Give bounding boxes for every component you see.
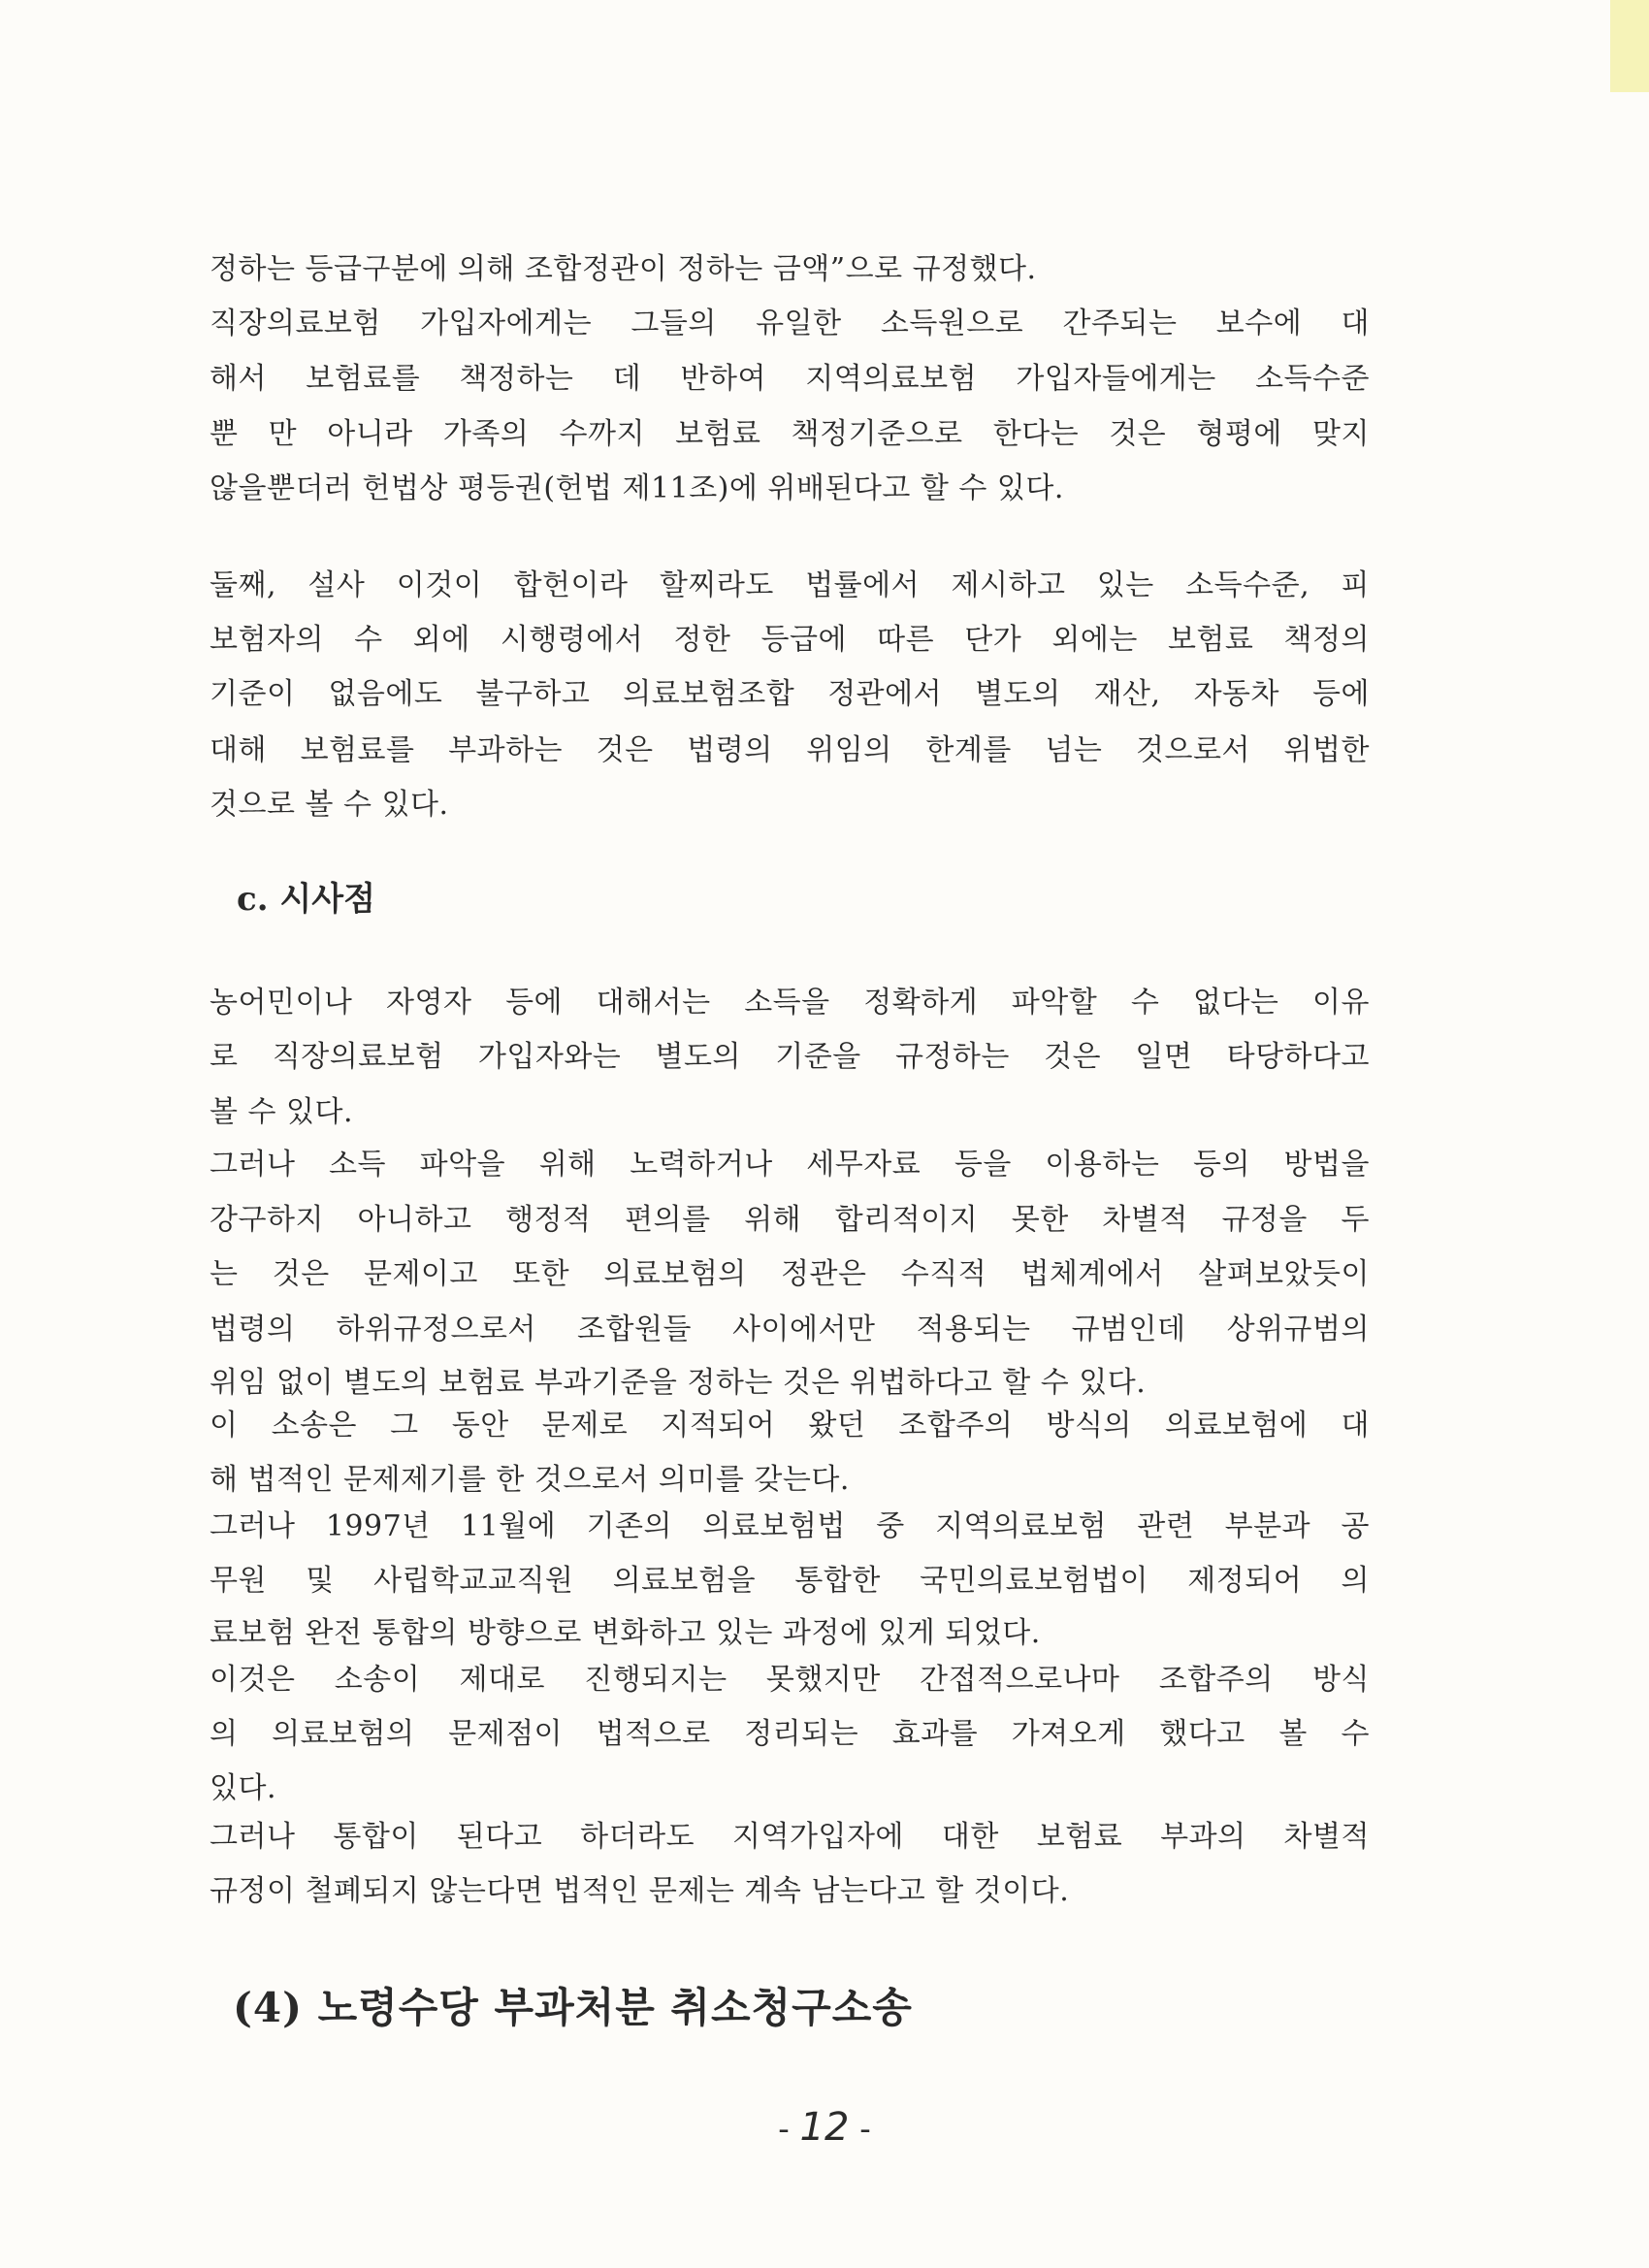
- text-line: 그러나 소득 파악을 위해 노력하거나 세무자료 등을 이용하는 등의 방법을: [210, 1148, 1370, 1182]
- section-heading-4: (4) 노령수당 부과처분 취소청구소송: [233, 1984, 913, 2031]
- page-number-right-dash: -: [859, 2110, 871, 2149]
- text-line: 그러나 1997년 11월에 기존의 의료보험법 중 지역의료보험 관련 부분과 공: [210, 1509, 1370, 1543]
- text-line: 위임 없이 별도의 보험료 부과기준을 정하는 것은 위법하다고 할 수 있다.: [210, 1366, 1147, 1400]
- text-line: 강구하지 아니하고 행정적 편의를 위해 합리적이지 못한 차별적 규정을 두: [210, 1203, 1370, 1237]
- text-line: 로 직장의료보험 가입자와는 별도의 기준을 규정하는 것은 일면 타당하다고: [210, 1040, 1370, 1074]
- text-line: 법령의 하위규정으로서 조합원들 사이에서만 적용되는 규범인데 상위규범의: [210, 1312, 1370, 1346]
- text-line: 이 소송은 그 동안 문제로 지적되어 왔던 조합주의 방식의 의료보험에 대: [210, 1409, 1370, 1442]
- section-heading-c: c. 시사점: [237, 880, 375, 919]
- text-line: 기준이 없음에도 불구하고 의료보험조합 정관에서 별도의 재산, 자동차 등에: [210, 677, 1370, 711]
- text-line: 료보험 완전 통합의 방향으로 변화하고 있는 과정에 있게 되었다.: [210, 1616, 1041, 1650]
- text-line: 보험자의 수 외에 시행령에서 정한 등급에 따른 단가 외에는 보험료 책정의: [210, 623, 1370, 657]
- text-line: 직장의료보험 가입자에게는 그들의 유일한 소득원으로 간주되는 보수에 대: [210, 307, 1370, 340]
- text-line: 대해 보험료를 부과하는 것은 법령의 위임의 한계를 넘는 것으로서 위법한: [210, 733, 1370, 767]
- text-line: 의 의료보험의 문제점이 법적으로 정리되는 효과를 가져오게 했다고 볼 수: [210, 1717, 1370, 1751]
- text-line: 것으로 볼 수 있다.: [210, 788, 449, 822]
- text-line: 정하는 등급구분에 의해 조합정관이 정하는 금액”으로 규정했다.: [210, 252, 1037, 286]
- text-line: 뿐 만 아니라 가족의 수까지 보험료 책정기준으로 한다는 것은 형평에 맞지: [210, 417, 1370, 451]
- text-line: 해서 보험료를 책정하는 데 반하여 지역의료보험 가입자들에게는 소득수준: [210, 362, 1370, 396]
- text-line: 이것은 소송이 제대로 진행되지는 못했지만 간접적으로나마 조합주의 방식: [210, 1663, 1370, 1697]
- page-number-left-dash: -: [778, 2110, 790, 2149]
- text-line: 농어민이나 자영자 등에 대해서는 소득을 정확하게 파악할 수 없다는 이유: [210, 986, 1370, 1020]
- text-line: 규정이 철폐되지 않는다면 법적인 문제는 계속 남는다고 할 것이다.: [210, 1874, 1070, 1908]
- text-line: 않을뿐더러 헌법상 평등권(헌법 제11조)에 위배된다고 할 수 있다.: [210, 471, 1064, 505]
- text-line: 볼 수 있다.: [210, 1095, 354, 1129]
- text-line: 그러나 통합이 된다고 하더라도 지역가입자에 대한 보험료 부과의 차별적: [210, 1820, 1370, 1854]
- page-number-value: 12: [799, 2105, 850, 2150]
- text-line: 해 법적인 문제제기를 한 것으로서 의미를 갖는다.: [210, 1463, 850, 1497]
- text-line: 는 것은 문제이고 또한 의료보험의 정관은 수직적 법체계에서 살펴보았듯이: [210, 1257, 1370, 1291]
- page-number: [0, 2103, 1649, 2154]
- text-line: 있다.: [210, 1771, 276, 1805]
- text-line: 무원 및 사립학교교직원 의료보험을 통합한 국민의료보험법이 제정되어 의: [210, 1564, 1370, 1598]
- text-line: 둘째, 설사 이것이 합헌이라 할찌라도 법률에서 제시하고 있는 소득수준, 피: [210, 568, 1370, 602]
